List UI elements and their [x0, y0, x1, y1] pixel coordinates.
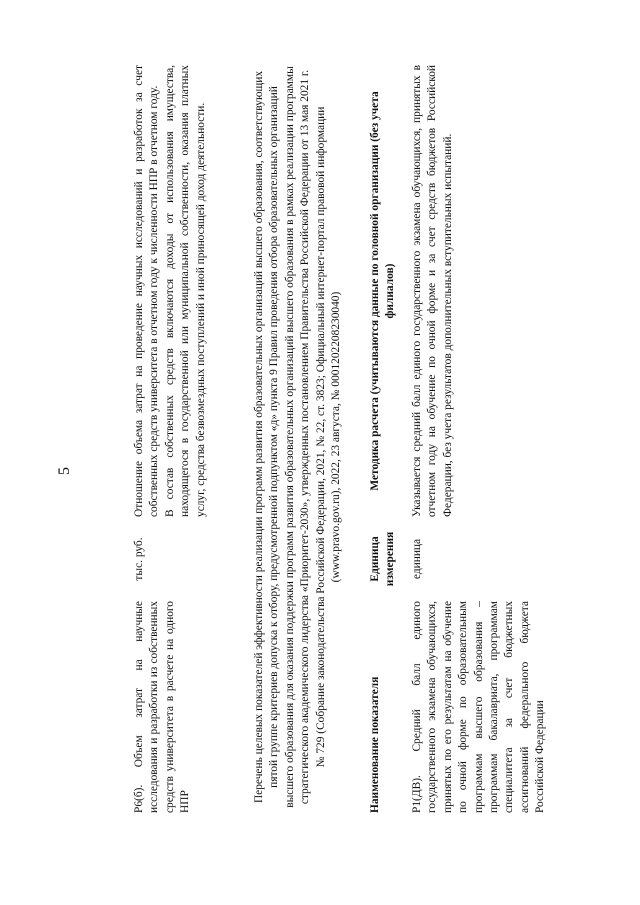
indicator-r6b-method: [132, 65, 209, 517]
table-header-name: Наименование показателя: [369, 676, 381, 813]
indicator-r1dv-name: Р1(ДВ). Средний балл единого государственного экзамена обучающихся, принятых по его результатам на обучение по очной форме по образовательным программам высшего образования – программам бакалавриата, программам специалитета за счет бюджетных ассигнований федерального бюджета Российской Федерации: [411, 601, 547, 813]
indicator-r6b-method-paragraph-1: Отношение объема затрат на проведение научных исследований и разработок за счет собственных средств университета в отчетном году к численности НПР в отчетном году.: [133, 65, 161, 517]
section-intro-text: Перечень целевых показателей эффективности реализации программ развития образовательных организаций высшего образования, соответствующих пятой группе критериев допуска к отбору, предусмотренной подпунктом «д» пункта 9 Правил проведения отбора образовательных организаций высшего образования для оказания поддержки программ развития образовательных организаций высшего образования в рамках реализации программы стратегического академического лидерства «Приоритет-2030», утвержденных постановлением Правительства Российской Федерации от 13 мая 2021 г. № 729 (Собрание законодательства Российской Федерации, 2021, № 22, ст. 3823; Официальный интернет-портал правовой информации (www.pravo.gov.ru), 2022, 23 августа, № 0001202208230040): [253, 66, 343, 808]
indicator-r6b-unit: тыс. руб.: [133, 537, 145, 581]
table-header-method: Методика расчета (учитываются данные по головной организации (без учета филиалов): [369, 91, 397, 491]
table-header-unit: Единица измерения: [369, 531, 397, 587]
indicator-r1dv-unit: единица: [411, 538, 423, 580]
page-number: 5: [56, 467, 73, 475]
indicator-r6b-method-paragraph-2: В состав собственных средств включаются доходы от использования имущества, находящегося в государственной или муниципальной собственности, оказания платных услуг, средства безвозмездных поступлений и иной приносящей доход деятельности.: [163, 65, 207, 517]
indicator-r6b-name: Р6(б). Объем затрат на научные исследования и разработки из собственных средств университета в расчете на одного НПР: [133, 601, 192, 813]
indicator-r1dv-method: Указывается средний балл единого государственного экзамена обучающихся, принятых в отчетном году на обучение по очной форме и за счет средств бюджетов Российской Федерации, без учета результатов дополнительных вступительных испытаний.: [411, 65, 454, 517]
